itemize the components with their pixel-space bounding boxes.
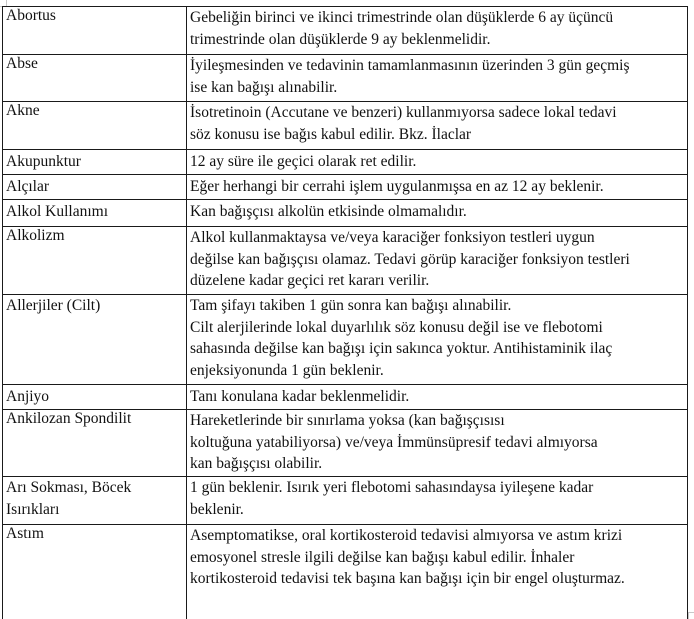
description-cell: 12 ay süre ile geçici olarak ret edilir. [187,150,688,175]
description-cell: İsotretinoin (Accutane ve benzeri) kullanmıyorsa sadece lokal tedavi söz konusu ise bağıs kabul edilir. Bkz. İlaclar [187,102,688,150]
blood-donation-criteria-table [2,6,688,619]
table-row [3,477,688,525]
term-cell: Abse [3,55,187,102]
table-row [3,7,688,55]
term-cell: Akupunktur [3,150,187,175]
table-row [3,55,688,102]
table-row [3,175,688,200]
description-cell: Kan bağışçısı alkolün etkisinde olmamalıdır. [187,200,688,227]
term-cell: Alkol Kullanımı [3,200,187,227]
term-cell: Alçılar [3,175,187,200]
description-cell: Gebeliğin birinci ve ikinci trimestrinde olan düşüklerde 6 ay üçüncü trimestrinde olan düşüklerde 9 ay beklenmelidir. [187,7,688,55]
table-row [3,150,688,175]
term-cell: Alkolizm [3,227,187,295]
description-cell: İyileşmesinden ve tedavinin tamamlanmasının üzerinden 3 gün geçmiş ise kan bağışı alınabilir. [187,55,688,102]
table-row [3,227,688,295]
description-cell: Hareketlerinde bir sınırlama yoksa (kan bağışçısısı koltuğuna yatabiliyorsa) ve/veya İmmünsüpresif tedavi almıyorsa kan bağışçısı olabilir. [187,410,688,477]
table-row [3,102,688,150]
description-cell: 1 gün beklenir. Isırık yeri flebotomi sahasındaysa iyileşene kadar beklenir. [187,477,688,525]
term-cell: Ankilozan Spondilit [3,410,187,477]
description-cell: Tanı konulana kadar beklenmelidir. [187,385,688,410]
term-cell: Abortus [3,7,187,55]
table-row [3,410,688,477]
description-cell: Asemptomatikse, oral kortikosteroid tedavisi almıyorsa ve astım krizi emosyonel stresle ilgili değilse kan bağışı kabul edilir. İnhaler kortikosteroid tedavisi tek başına kan bağışı için bir engel oluşturmaz. [187,525,688,619]
term-cell: Arı Sokması, Böcek Isırıkları [3,477,187,525]
term-cell: Akne [3,102,187,150]
description-cell: Alkol kullanmaktaysa ve/veya karaciğer fonksiyon testleri uygun değilse kan bağışçısı olamaz. Tedavi görüp karaciğer fonksiyon testleri düzelene kadar geçici ret kararı verilir. [187,227,688,295]
page-corner-marker [688,612,694,619]
description-cell: Tam şifayı takiben 1 gün sonra kan bağışı alınabilir. Cilt alerjilerinde lokal duyarlılık söz konusu değil ise ve flebotomi sahasında değilse kan bağışı için sakınca yoktur. Antihistaminik ilaç enjeksiyonunda 1 gün beklenir. [187,295,688,385]
description-cell: Eğer herhangi bir cerrahi işlem uygulanmışsa en az 12 ay beklenir. [187,175,688,200]
table-row [3,200,688,227]
term-cell: Astım [3,525,187,619]
table-row [3,525,688,619]
term-cell: Anjiyo [3,385,187,410]
table-row [3,295,688,385]
table-row [3,385,688,410]
term-cell: Allerjiler (Cilt) [3,295,187,385]
